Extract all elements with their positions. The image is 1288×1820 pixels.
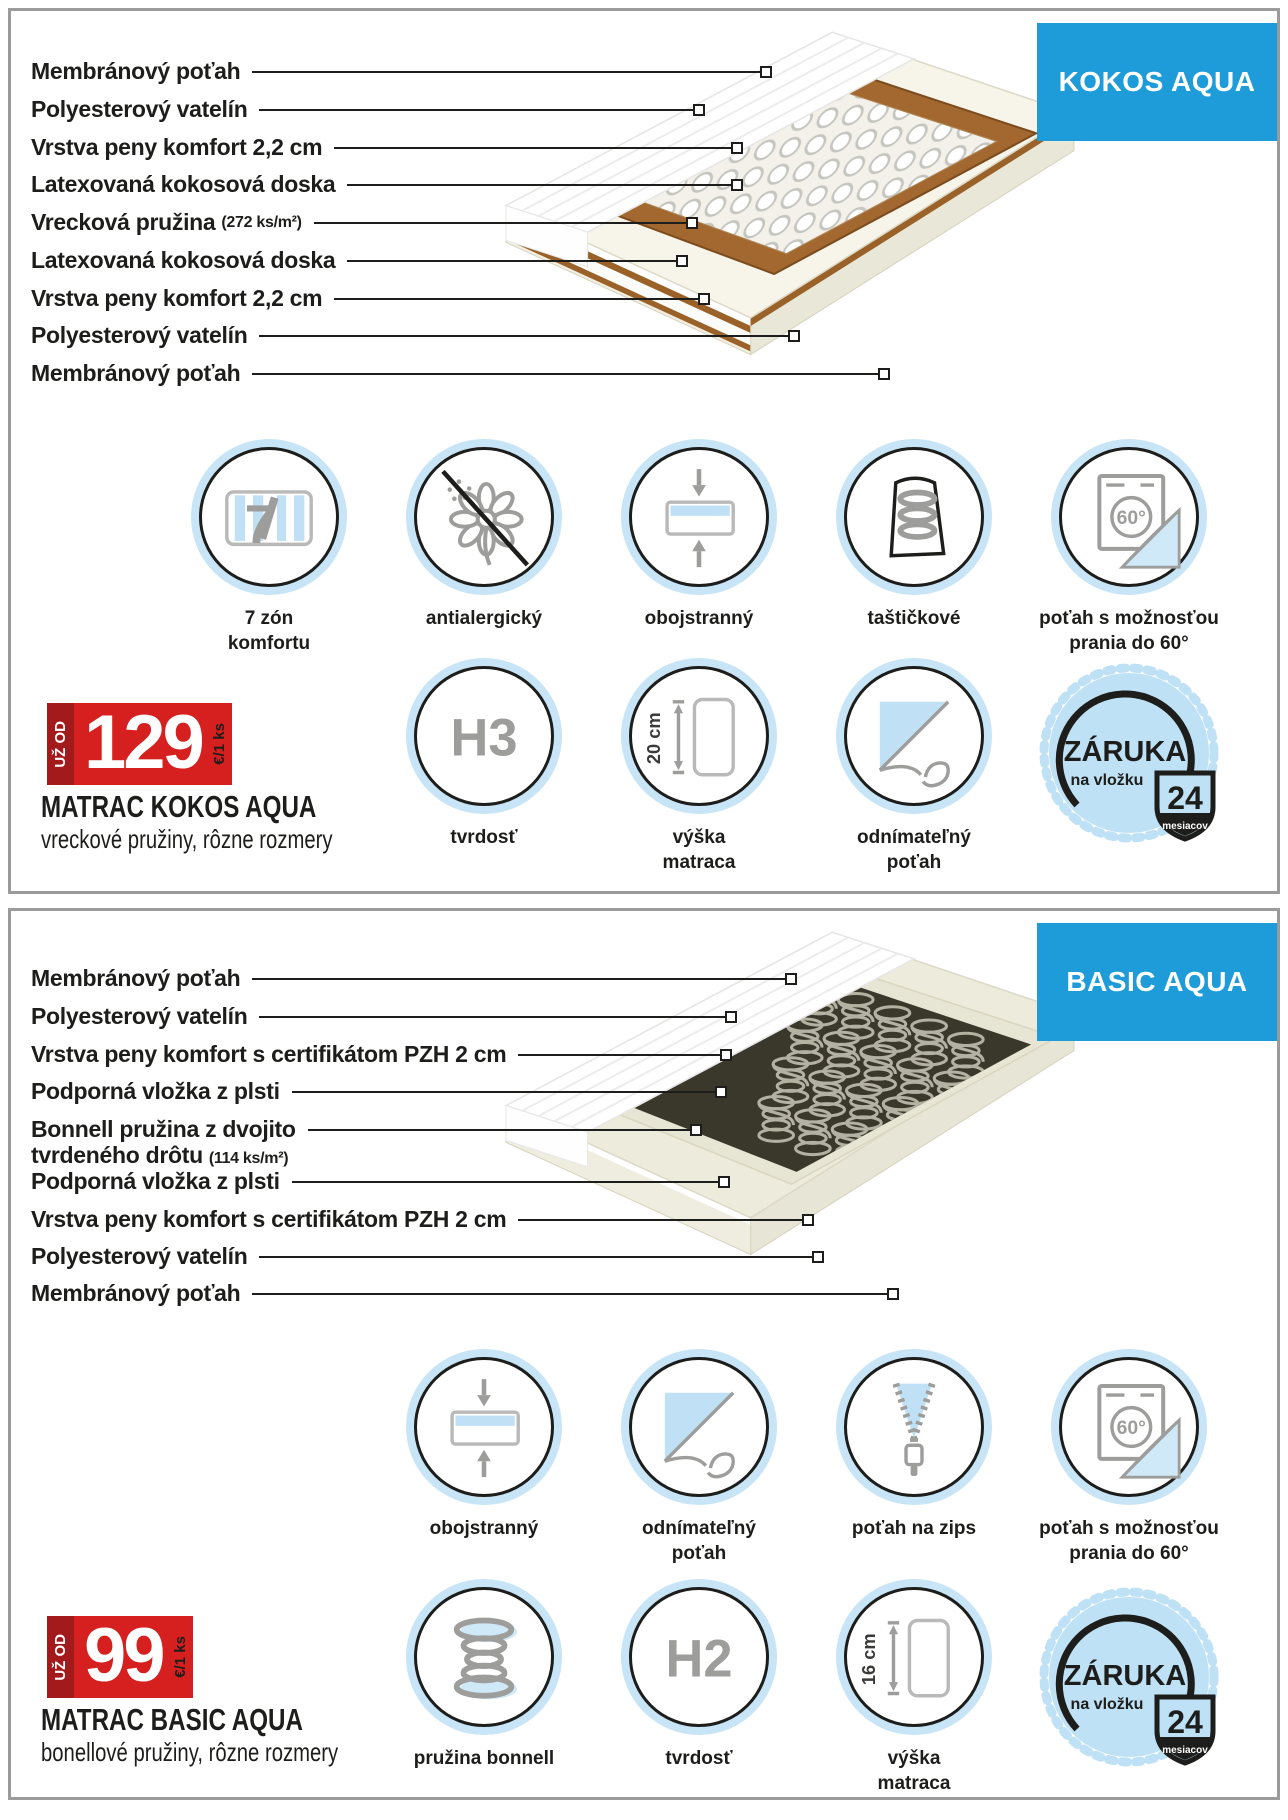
svg-text:na vložku: na vložku (1070, 772, 1144, 789)
callout-line (252, 1293, 887, 1295)
feature-seven-zones (159, 447, 379, 656)
feature-label: tvrdosť (450, 827, 518, 848)
layer-note: (114 ks/m²) (208, 1150, 289, 1167)
layer-label: Membránový poťah (31, 58, 241, 84)
callout-line (292, 1091, 715, 1093)
svg-text:16 cm: 16 cm (858, 1633, 880, 1686)
feature-antiallergic (374, 447, 594, 632)
feature-label: výška matraca (662, 827, 736, 873)
layer-label: Vrstva peny komfort s certifikátom PZH 2 cm (31, 1041, 507, 1067)
callout-marker (760, 66, 772, 78)
layer-label: Vrstva peny komfort 2,2 cm (31, 285, 323, 311)
layer-label: Bonnell pružina z dvojito (31, 1116, 296, 1142)
warranty-badge (1037, 661, 1221, 845)
callout-line (518, 1219, 802, 1221)
feature-bonnell-spring (374, 1587, 594, 1772)
hardness-icon (629, 1587, 769, 1727)
product-title: MATRAC BASIC AQUA (41, 1702, 303, 1737)
layer-callout (31, 1116, 702, 1143)
layer-label-line2: tvrdeného drôtu (114 ks/m²) (31, 1142, 289, 1168)
svg-text:7: 7 (244, 493, 276, 556)
feature-washable (1019, 1357, 1239, 1566)
price-prefix: UŽ OD (47, 1616, 74, 1698)
feature-double-sided (589, 447, 809, 632)
feature-hardness (374, 666, 594, 851)
layer-label: Polyesterový vatelín (31, 1243, 248, 1269)
feature-label: odnímateľný poťah (857, 827, 971, 873)
product-panel-kokos (8, 8, 1280, 894)
callout-marker (725, 1011, 737, 1023)
washing-machine-icon (1059, 447, 1199, 587)
layer-callout (31, 1003, 737, 1030)
layer-callout (31, 134, 743, 161)
callout-marker (686, 217, 698, 229)
layer-callout (31, 58, 772, 85)
svg-text:H2: H2 (665, 1630, 733, 1689)
callout-marker (720, 1049, 732, 1061)
callout-marker (715, 1086, 727, 1098)
callout-line (259, 1016, 725, 1018)
callout-line (308, 1129, 690, 1131)
warranty-badge (1037, 1585, 1221, 1769)
callout-line (292, 1181, 718, 1183)
price-prefix: UŽ OD (47, 703, 74, 785)
callout-line (252, 978, 785, 980)
callout-marker (788, 330, 800, 342)
layer-callout (31, 285, 710, 312)
zipper-icon (844, 1357, 984, 1497)
callout-marker (812, 1251, 824, 1263)
layer-callout (31, 1078, 727, 1105)
layer-label: Podporná vložka z plsti (31, 1078, 280, 1104)
layer-callout (31, 1243, 824, 1270)
callout-marker (698, 293, 710, 305)
callout-line (259, 335, 788, 337)
svg-text:20 cm: 20 cm (643, 712, 665, 765)
double-sided-icon (629, 447, 769, 587)
callout-line (259, 1256, 812, 1258)
callout-marker (887, 1288, 899, 1300)
callout-marker (785, 973, 797, 985)
layer-callout (31, 360, 890, 387)
washing-machine-icon (1059, 1357, 1199, 1497)
product-panel-basic (8, 908, 1280, 1800)
layer-callout (31, 965, 797, 992)
svg-text:mesiacov: mesiacov (1162, 1745, 1208, 1756)
layer-note: (272 ks/m²) (221, 213, 302, 231)
layer-label: Vrecková pružina (31, 209, 216, 235)
layer-label: Vrstva peny komfort 2,2 cm (31, 134, 323, 160)
double-sided-icon (414, 1357, 554, 1497)
price-unit: €/1 ks (172, 1636, 190, 1678)
svg-text:ZÁRUKA: ZÁRUKA (1063, 736, 1187, 768)
feature-label: taštičkové (867, 608, 961, 629)
callout-line (334, 147, 731, 149)
svg-text:mesiacov: mesiacov (1162, 821, 1208, 832)
callout-line (347, 260, 676, 262)
feature-label: obojstranný (644, 608, 754, 629)
product-subtitle: vreckové pružiny, rôzne rozmery (41, 824, 333, 854)
layer-callout (31, 96, 705, 123)
removable-cover-icon (844, 666, 984, 806)
feature-label: poťah s možnosťou prania do 60° (1039, 1518, 1219, 1564)
layer-label: Latexovaná kokosová doska (31, 247, 336, 273)
layer-label: Latexovaná kokosová doska (31, 171, 336, 197)
feature-label: poťah na zips (851, 1518, 977, 1539)
mattress-height-icon (844, 1587, 984, 1727)
mattress-height-icon (629, 666, 769, 806)
callout-marker (676, 255, 688, 267)
svg-text:H3: H3 (450, 709, 518, 768)
svg-text:24: 24 (1167, 780, 1203, 816)
layer-callout (31, 1041, 732, 1068)
feature-height (804, 1587, 1024, 1796)
removable-cover-icon (629, 1357, 769, 1497)
feature-hardness (589, 1587, 809, 1772)
callout-line (314, 222, 686, 224)
seven-zones-icon (199, 447, 339, 587)
layer-label: Membránový poťah (31, 965, 241, 991)
layer-label: Podporná vložka z plsti (31, 1168, 280, 1194)
layer-label: Polyesterový vatelín (31, 1003, 248, 1029)
feature-zipper-cover (804, 1357, 1024, 1542)
layer-callout (31, 247, 688, 274)
callout-marker (731, 142, 743, 154)
antiallergic-icon (414, 447, 554, 587)
feature-label: antialergický (425, 608, 543, 629)
layer-label: Polyesterový vatelín (31, 322, 248, 348)
product-badge-label: BASIC AQUA (1066, 966, 1248, 997)
callout-marker (690, 1124, 702, 1136)
pocket-spring-icon (844, 447, 984, 587)
callout-marker (693, 104, 705, 116)
feature-label: 7 zón komfortu (227, 608, 311, 654)
svg-text:na vložku: na vložku (1070, 1696, 1144, 1713)
svg-text:ZÁRUKA: ZÁRUKA (1063, 1660, 1187, 1692)
product-badge (1037, 923, 1277, 1041)
svg-text:24: 24 (1167, 1704, 1203, 1740)
layer-callout (31, 322, 800, 349)
callout-line (252, 373, 878, 375)
price-amount: 129 (84, 700, 202, 785)
layer-label: Membránový poťah (31, 360, 241, 386)
layer-label: Polyesterový vatelín (31, 96, 248, 122)
price-unit: €/1 ks (211, 723, 229, 765)
price-badge (47, 1613, 193, 1698)
layer-callout (31, 1280, 899, 1307)
callout-line (347, 184, 731, 186)
product-title: MATRAC KOKOS AQUA (41, 789, 317, 824)
feature-label: odnímateľný poťah (642, 1518, 756, 1564)
layer-label: Vrstva peny komfort s certifikátom PZH 2 cm (31, 1206, 507, 1232)
feature-label: pružina bonnell (413, 1748, 555, 1769)
feature-pocket-spring (804, 447, 1024, 632)
callout-line (334, 298, 698, 300)
callout-marker (802, 1214, 814, 1226)
price-badge (47, 700, 232, 785)
callout-marker (731, 179, 743, 191)
hardness-icon (414, 666, 554, 806)
feature-washable (1019, 447, 1239, 656)
callout-line (518, 1054, 720, 1056)
layer-label: Membránový poťah (31, 1280, 241, 1306)
feature-removable-cover (804, 666, 1024, 875)
layer-callout (31, 171, 743, 198)
callout-marker (718, 1176, 730, 1188)
layer-callout (31, 1168, 730, 1195)
layer-callout (31, 209, 698, 236)
product-subtitle: bonellové pružiny, rôzne rozmery (41, 1737, 339, 1767)
feature-label: výška matraca (877, 1748, 951, 1794)
price-amount: 99 (84, 1613, 163, 1698)
svg-text:60°: 60° (1116, 506, 1146, 529)
feature-label: tvrdosť (665, 1748, 733, 1769)
feature-double-sided (374, 1357, 594, 1542)
feature-label: obojstranný (429, 1518, 539, 1539)
feature-removable-cover (589, 1357, 809, 1566)
svg-text:60°: 60° (1116, 1416, 1146, 1439)
feature-height (589, 666, 809, 875)
bonnell-spring-icon (414, 1587, 554, 1727)
callout-marker (878, 368, 890, 380)
layer-callout (31, 1206, 814, 1233)
callout-line (259, 109, 693, 111)
product-badge (1037, 23, 1277, 141)
feature-label: poťah s možnosťou prania do 60° (1039, 608, 1219, 654)
callout-line (252, 71, 760, 73)
product-badge-label: KOKOS AQUA (1058, 66, 1256, 97)
